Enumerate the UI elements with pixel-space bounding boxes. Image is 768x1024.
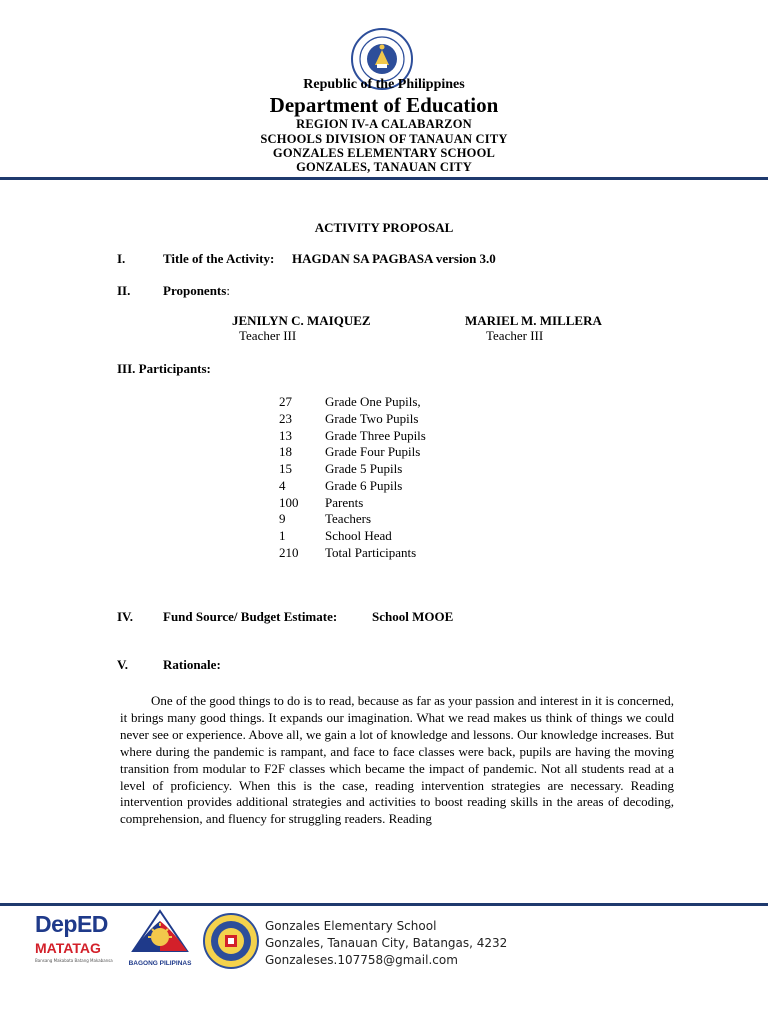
region-line: REGION IV-A CALABARZON xyxy=(296,117,472,131)
participant-count: 100 xyxy=(279,495,299,510)
participant-total-count: 210 xyxy=(279,545,299,560)
participant-label: Teachers xyxy=(325,511,372,526)
participant-label: Grade Three Pupils xyxy=(325,428,426,443)
participant-label: Grade Two Pupils xyxy=(325,411,419,426)
deped-matatag-logo xyxy=(33,909,113,971)
republic-heading: Republic of the Philippines xyxy=(303,77,465,92)
department-heading: Department of Education xyxy=(269,93,499,117)
document-title: ACTIVITY PROPOSAL xyxy=(314,220,454,235)
proponent-2-name: MARIEL M. MILLERA xyxy=(465,313,602,328)
section-4-number: IV. xyxy=(117,609,134,624)
footer-divider xyxy=(0,903,768,906)
participant-label: Grade 6 Pupils xyxy=(325,478,403,493)
deped-tagline: Bansang Makabata Batang Makabansa xyxy=(35,958,113,963)
section-5-label: Rationale: xyxy=(163,657,221,672)
section-3-label: III. Participants: xyxy=(117,361,211,376)
school-line: GONZALES ELEMENTARY SCHOOL xyxy=(272,146,496,160)
participant-label: Grade 5 Pupils xyxy=(325,461,403,476)
section-2-number: II. xyxy=(117,283,131,298)
activity-title: HAGDAN SA PAGBASA version 3.0 xyxy=(292,251,496,266)
matatag-logo-text: MATATAG xyxy=(35,940,101,956)
participant-count: 13 xyxy=(279,428,292,443)
section-2-heading xyxy=(163,283,230,299)
section-4-label: Fund Source/ Budget Estimate: xyxy=(163,609,338,624)
location-line: GONZALES, TANAUAN CITY xyxy=(296,160,472,174)
header-divider xyxy=(0,177,768,180)
participant-count: 27 xyxy=(279,394,292,409)
fund-source-value: School MOOE xyxy=(372,609,454,624)
section-2-colon: : xyxy=(226,283,230,298)
participant-label: Grade Four Pupils xyxy=(325,444,421,459)
section-2-label: Proponents xyxy=(163,283,227,298)
footer-school-name: Gonzales Elementary School xyxy=(265,919,437,933)
school-seal-icon xyxy=(203,913,259,969)
participant-count: 18 xyxy=(279,444,292,459)
proponent-1-position: Teacher III xyxy=(239,328,297,343)
participant-label: Grade One Pupils, xyxy=(325,394,421,409)
participant-total-label: Total Participants xyxy=(325,545,417,560)
deped-logo-text: DepED xyxy=(35,911,108,937)
division-line: SCHOOLS DIVISION OF TANAUAN CITY xyxy=(260,132,508,146)
participant-count: 4 xyxy=(279,478,286,493)
rationale-paragraph: One of the good things to do is to read, because as far as your passion and interest in it is concerned, it brings many good things. It expands our imagination. What we read makes us think of things we could never see or experience. Above all, we gain a lot of knowledge and lessons. Our knowledge increases. But where during the pandemic is rampant, and face to face classes were back, pupils are having the moving transition from modular to F2F classes which became the impact of pandemic. Not all students read at a level of proficiency. When this is the case, reading intervention strategies are necessary. Reading intervention provides additional strategies and activities to boost reading skills in the areas of decoding, comprehension, and fluency for struggling readers. Reading xyxy=(120,693,674,827)
bagong-pilipinas-text: BAGONG PILIPINAS xyxy=(128,960,192,967)
section-1-label: Title of the Activity: xyxy=(163,251,275,266)
section-1-number: I. xyxy=(117,251,126,266)
footer-address: Gonzales, Tanauan City, Batangas, 4232 xyxy=(265,936,508,950)
section-5-number: V. xyxy=(117,657,128,672)
footer-email: Gonzaleses.107758@gmail.com xyxy=(265,953,458,967)
participant-label: School Head xyxy=(325,528,392,543)
participant-count: 15 xyxy=(279,461,292,476)
bagong-pilipinas-emblem-icon xyxy=(125,907,195,959)
participant-count: 9 xyxy=(279,511,286,526)
participant-count: 1 xyxy=(279,528,286,543)
proponent-1-name: JENILYN C. MAIQUEZ xyxy=(232,313,371,328)
participant-label: Parents xyxy=(325,495,364,510)
participant-count: 23 xyxy=(279,411,292,426)
proponent-2-position: Teacher III xyxy=(486,328,544,343)
